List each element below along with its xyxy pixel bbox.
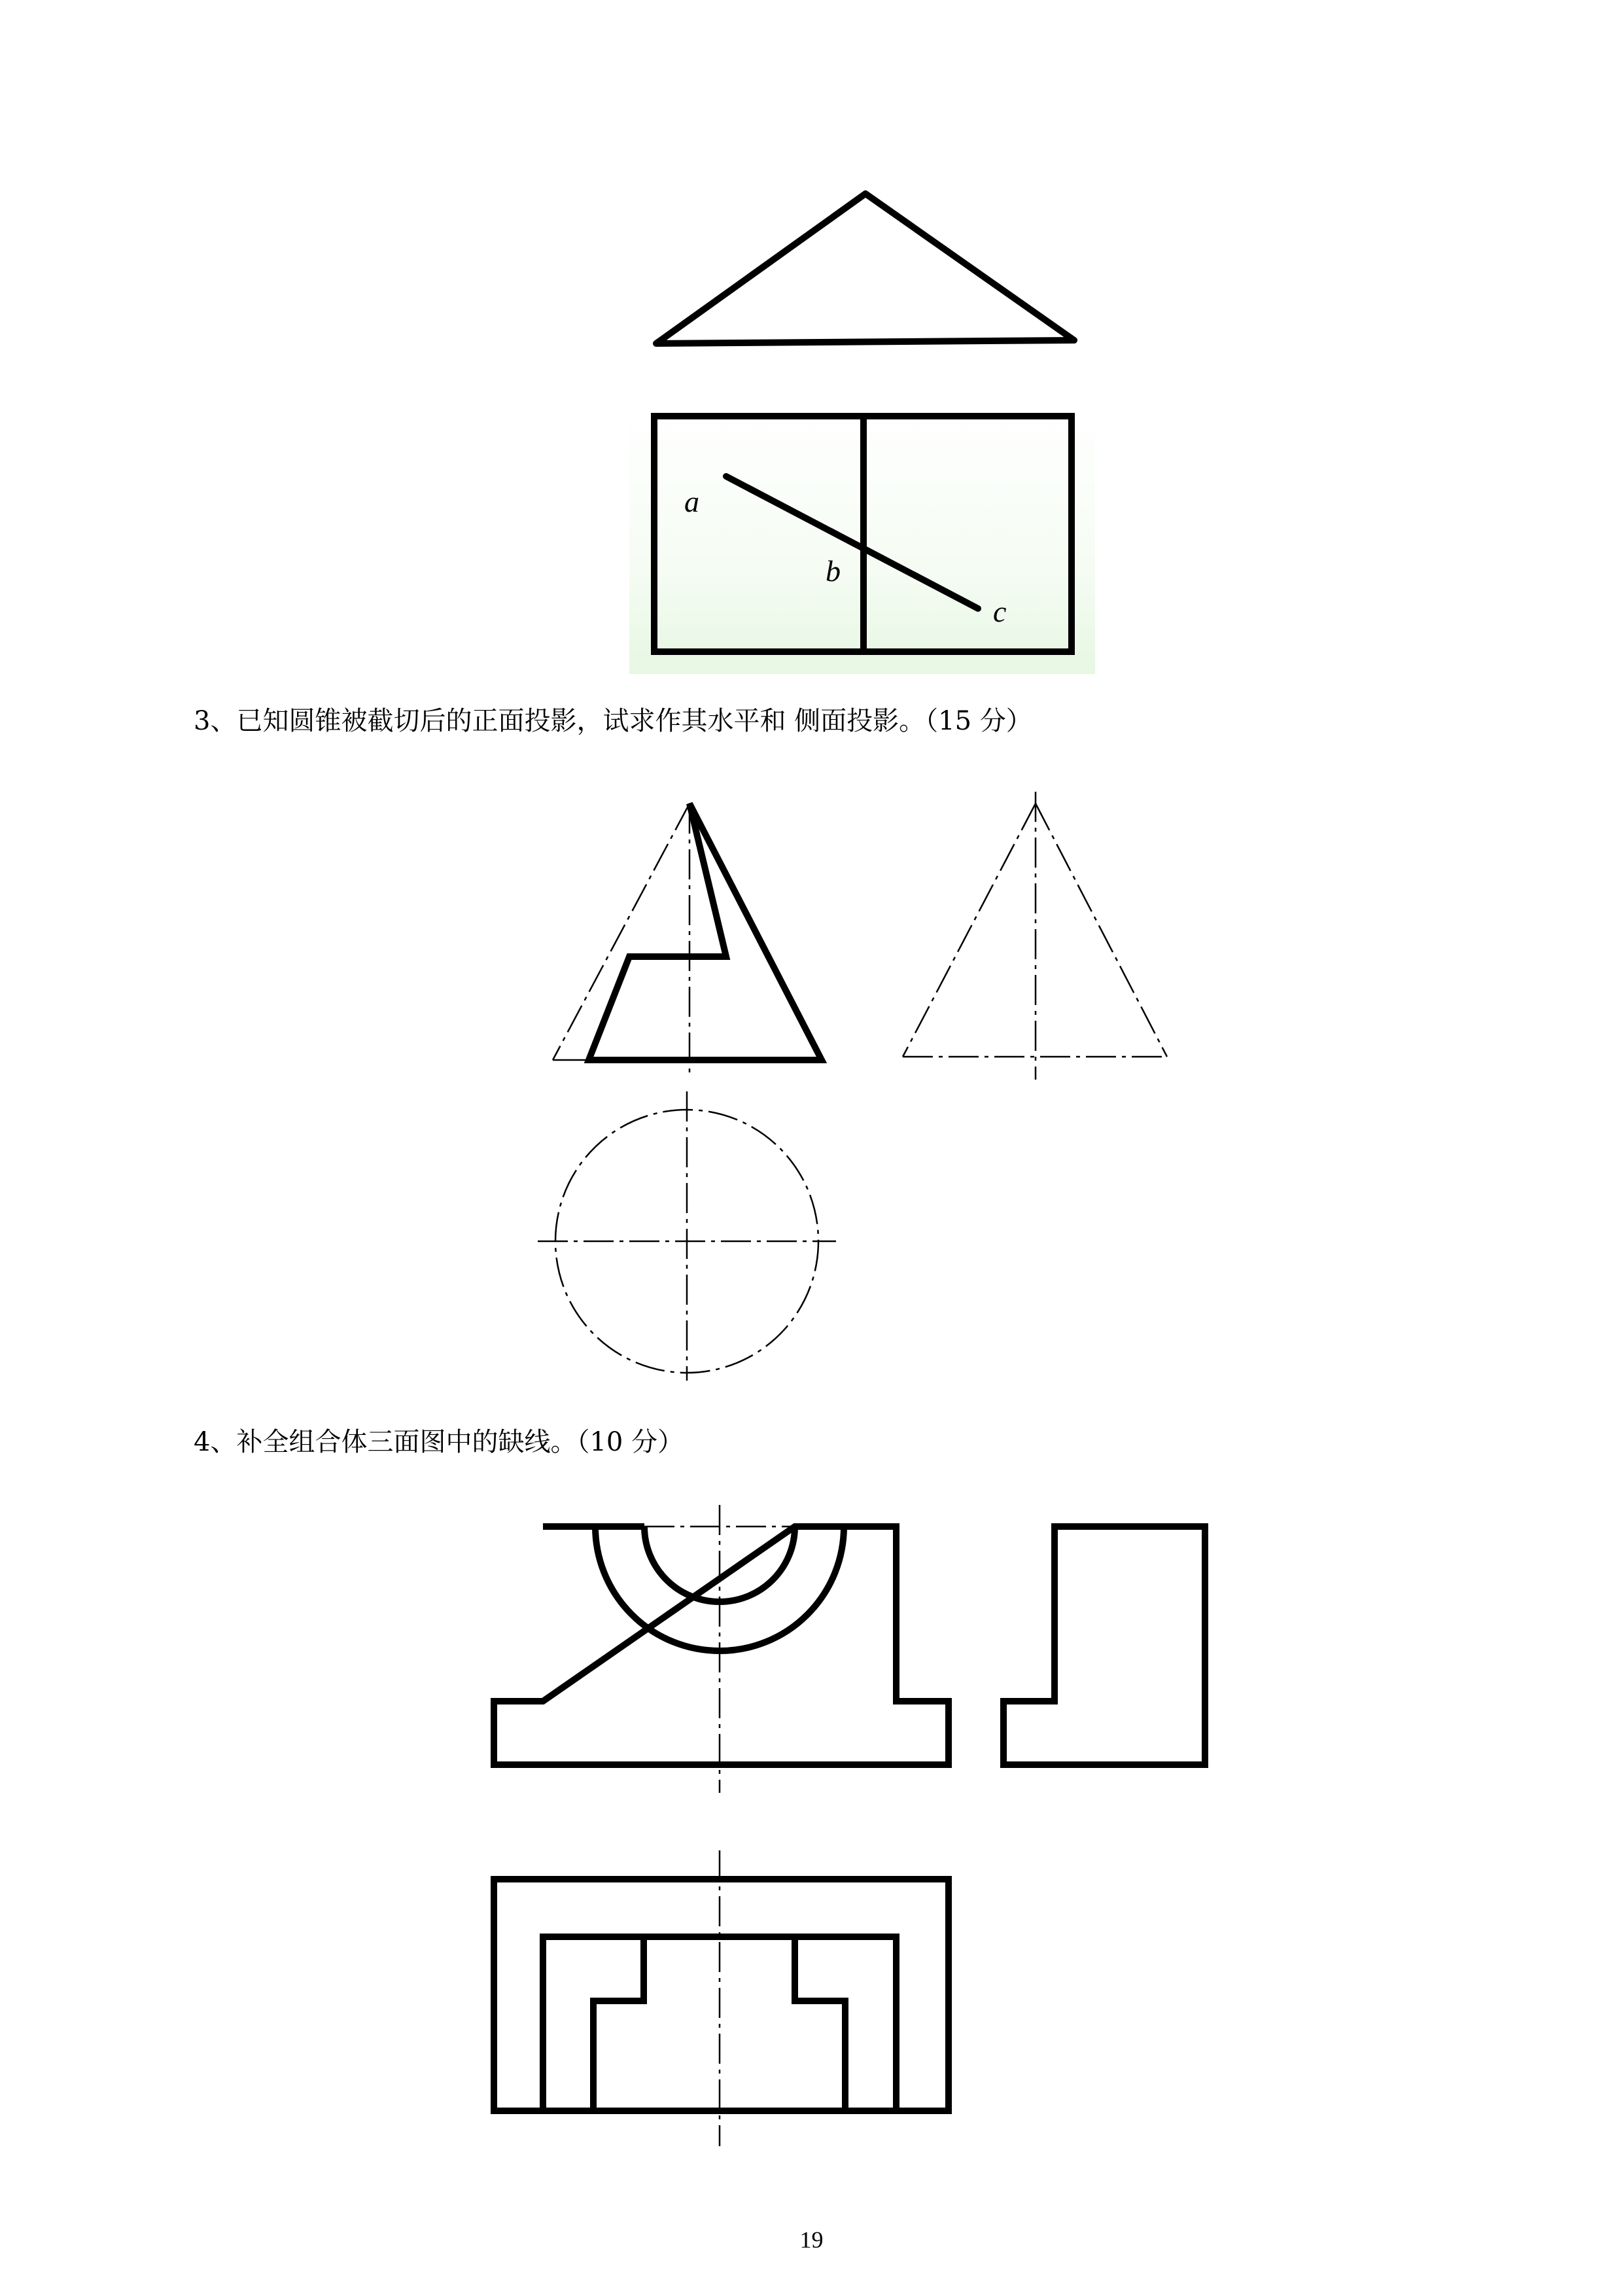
- question-3: 3、已知圆锥被截切后的正面投影，试求作其水平和 侧面投影。（15 分）: [194, 706, 1032, 736]
- composite-front-view: [494, 1505, 949, 1793]
- composite-side-view: [1003, 1527, 1205, 1765]
- page-number: 19: [799, 2227, 824, 2253]
- composite-top-view: [494, 1850, 949, 2146]
- label-b: b: [826, 554, 841, 588]
- label-a: a: [684, 485, 699, 518]
- figure-cone-projection: [0, 772, 1623, 1394]
- figure-composite-three-views: [0, 1492, 1623, 2159]
- cone-front-view: [553, 804, 822, 1073]
- cone-top-view: [538, 1091, 836, 1381]
- cone-side-view: [903, 792, 1167, 1080]
- question-4: 4、补全组合体三面图中的缺线。（10 分）: [194, 1427, 684, 1457]
- label-c: c: [993, 595, 1007, 628]
- figure-line-projection: [0, 0, 1623, 707]
- front-view-triangle: [656, 194, 1074, 344]
